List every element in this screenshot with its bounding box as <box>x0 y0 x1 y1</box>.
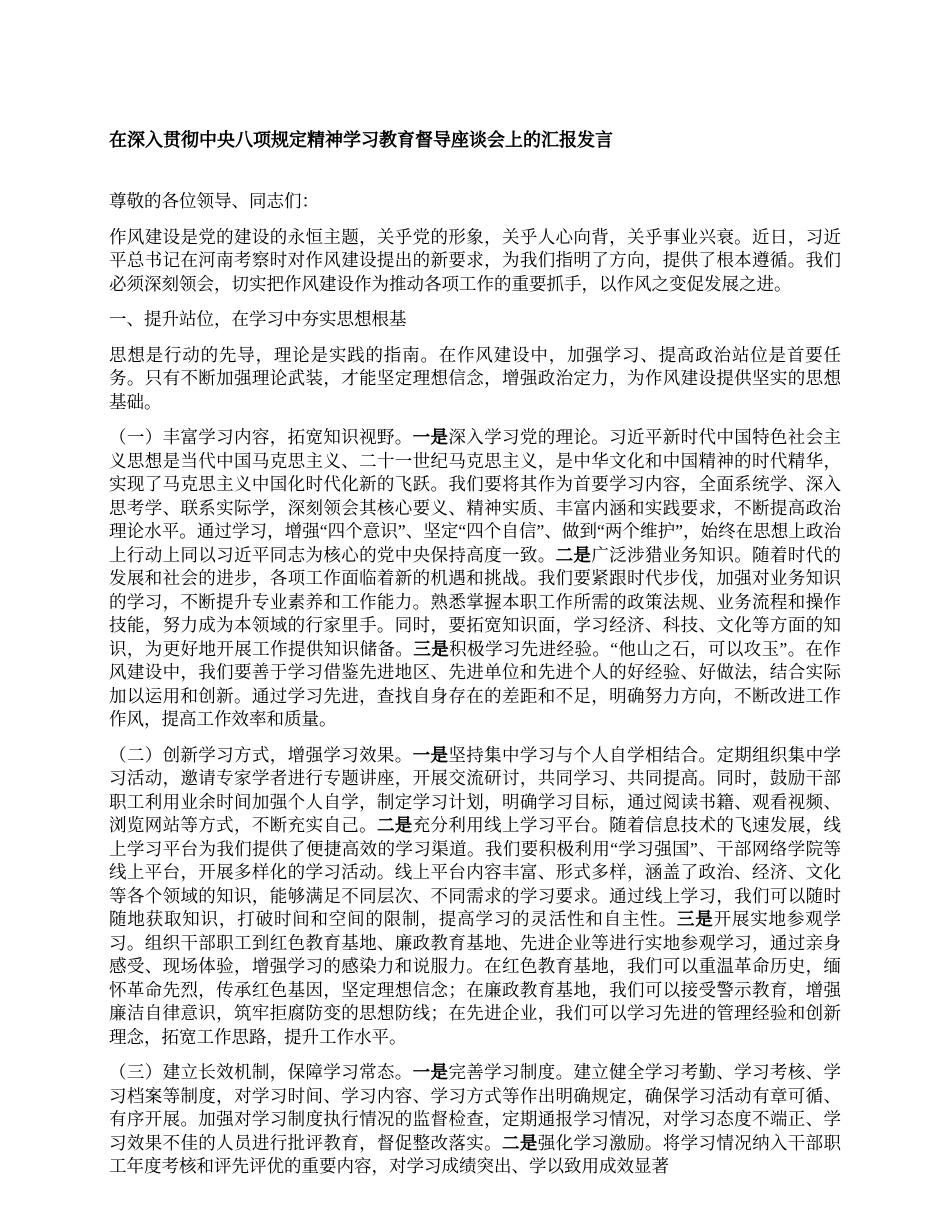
text-run: 坚持集中学习与个人自学相结合。定期组织集中学习活动，邀请专家学者进行专题讲座，开展交流研讨，共同学习、共同提高。同时，鼓励干部职工利用业余时间加强个人自学，制定学习计划，明确学习目标，通过阅读书籍、观看视频、浏览网站等方式，不断充实自己。 <box>109 744 842 835</box>
bold-text-run: 一是 <box>412 1062 449 1082</box>
paragraph <box>109 1061 841 1179</box>
text-run: 充分利用线上学习平台。随着信息技术的飞速发展，线上学习平台为我们提供了便捷高效的学习渠道。我们要积极利用“学习强国”、干部网络学院等线上平台，开展多样化的学习活动。线上平台内容丰富、形式多样，涵盖了政治、经济、文化等各个领域的知识，能够满足不同层次、不同需求的学习要求。通过线上学习，我们可以随时随地获取知识，打破时间和空间的限制，提高学习的灵活性和自主性。 <box>109 815 842 929</box>
bold-text-run: 二是 <box>555 544 592 565</box>
bold-text-run: 一是 <box>412 427 449 447</box>
text-run: 尊敬的各位领导、同志们： <box>109 191 319 211</box>
text-run: 作风建设是党的建设的永恒主题，关乎党的形象，关乎人心向背，关乎事业兴衰。近日，习近平总书记在河南考察时对作风建设提出的新要求，为我们指明了方向，提供了根本遵循。我们必须深刻领会，切实把作风建设作为推动各项工作的重要抓手，以作风之变促发展之进。 <box>109 226 841 294</box>
document-title: 在深入贯彻中央八项规定精神学习教育督导座谈会上的汇报发言 <box>109 130 613 150</box>
text-run: 一、提升站位，在学习中夯实思想根基 <box>109 309 407 329</box>
bold-text-run: 二是 <box>376 815 413 835</box>
text-run: （一）丰富学习内容，拓宽知识视野。 <box>109 427 413 447</box>
bold-text-run: 一是 <box>412 744 449 765</box>
paragraph <box>109 308 841 332</box>
text-run: 积极学习先进经验。“他山之石，可以攻玉”。在作风建设中，我们要善于学习借鉴先进地区、先进单位和先进个人的好经验、好做法，结合实际加以运用和创新。通过学习先进，查找自身存在的差距和不足，明确努力方向，不断改进工作作风，提高工作效率和质量。 <box>109 638 842 729</box>
text-run: 开展实地参观学习。组织干部职工到红色教育基地、廉政教育基地、先进企业等进行实地参观学习，通过亲身感受、现场体验，增强学习的感染力和说服力。在红色教育基地，我们可以重温革命历史，缅怀革命先烈，传承红色基因，坚定理想信念；在廉政教育基地，我们可以接受警示教育，增强廉洁自律意识，筑牢拒腐防变的思想防线；在先进企业，我们可以学习先进的管理经验和创新理念，拓宽工作思路，提升工作水平。 <box>109 909 842 1047</box>
bold-text-run: 三是 <box>413 638 450 659</box>
paragraph <box>109 426 841 732</box>
document-body <box>109 190 841 1179</box>
text-run: （三）建立长效机制，保障学习常态。 <box>109 1062 413 1082</box>
bold-text-run: 三是 <box>676 909 714 929</box>
bold-text-run: 二是 <box>501 1132 538 1153</box>
paragraph <box>109 190 841 214</box>
text-run: 强化学习激励。将学习情况纳入干部职工年度考核和评先评优的重要内容，对学习成绩突出、学以致用成效显著 <box>109 1132 842 1176</box>
text-run: （二）创新学习方式，增强学习效果。 <box>109 744 413 765</box>
paragraph <box>109 344 841 415</box>
text-run: 深入学习党的理论。习近平新时代中国特色社会主义思想是当代中国马克思主义、二十一世纪马克思主义，是中华文化和中国精神的时代精华，实现了马克思主义中国化时代化新的飞跃。我们要将其作为首要学习内容，全面系统学、深入思考学、联系实际学，深刻领会其核心要义、精神实质、丰富内涵和实践要求，不断提高政治理论水平。通过学习，增强“四个意识”、坚定“四个自信”、做到“两个维护”，始终在思想上政治上行动上同以习近平同志为核心的党中央保持高度一致。 <box>109 427 842 565</box>
paragraph <box>109 744 841 1050</box>
text-run: 完善学习制度。建立健全学习考勤、学习考核、学习档案等制度，对学习时间、学习内容、学习方式等作出明确规定，确保学习活动有章可循、有序开展。加强对学习制度执行情况的监督检查，定期通报学习情况，对学习态度不端正、学习效果不佳的人员进行批评教育，督促整改落实。 <box>109 1062 842 1153</box>
paragraph <box>109 226 841 297</box>
text-run: 广泛涉猎业务知识。随着时代的发展和社会的进步，各项工作面临着新的机遇和挑战。我们要紧跟时代步伐，加强对业务知识的学习，不断提升专业素养和工作能力。熟悉掌握本职工作所需的政策法规、业务流程和操作技能，努力成为本领域的行家里手。同时，要拓宽知识面，学习经济、科技、文化等方面的知识，为更好地开展工作提供知识储备。 <box>109 544 842 659</box>
text-run: 思想是行动的先导，理论是实践的指南。在作风建设中，加强学习、提高政治站位是首要任务。只有不断加强理论武装，才能坚定理想信念，增强政治定力，为作风建设提供坚实的思想基础。 <box>109 344 841 412</box>
